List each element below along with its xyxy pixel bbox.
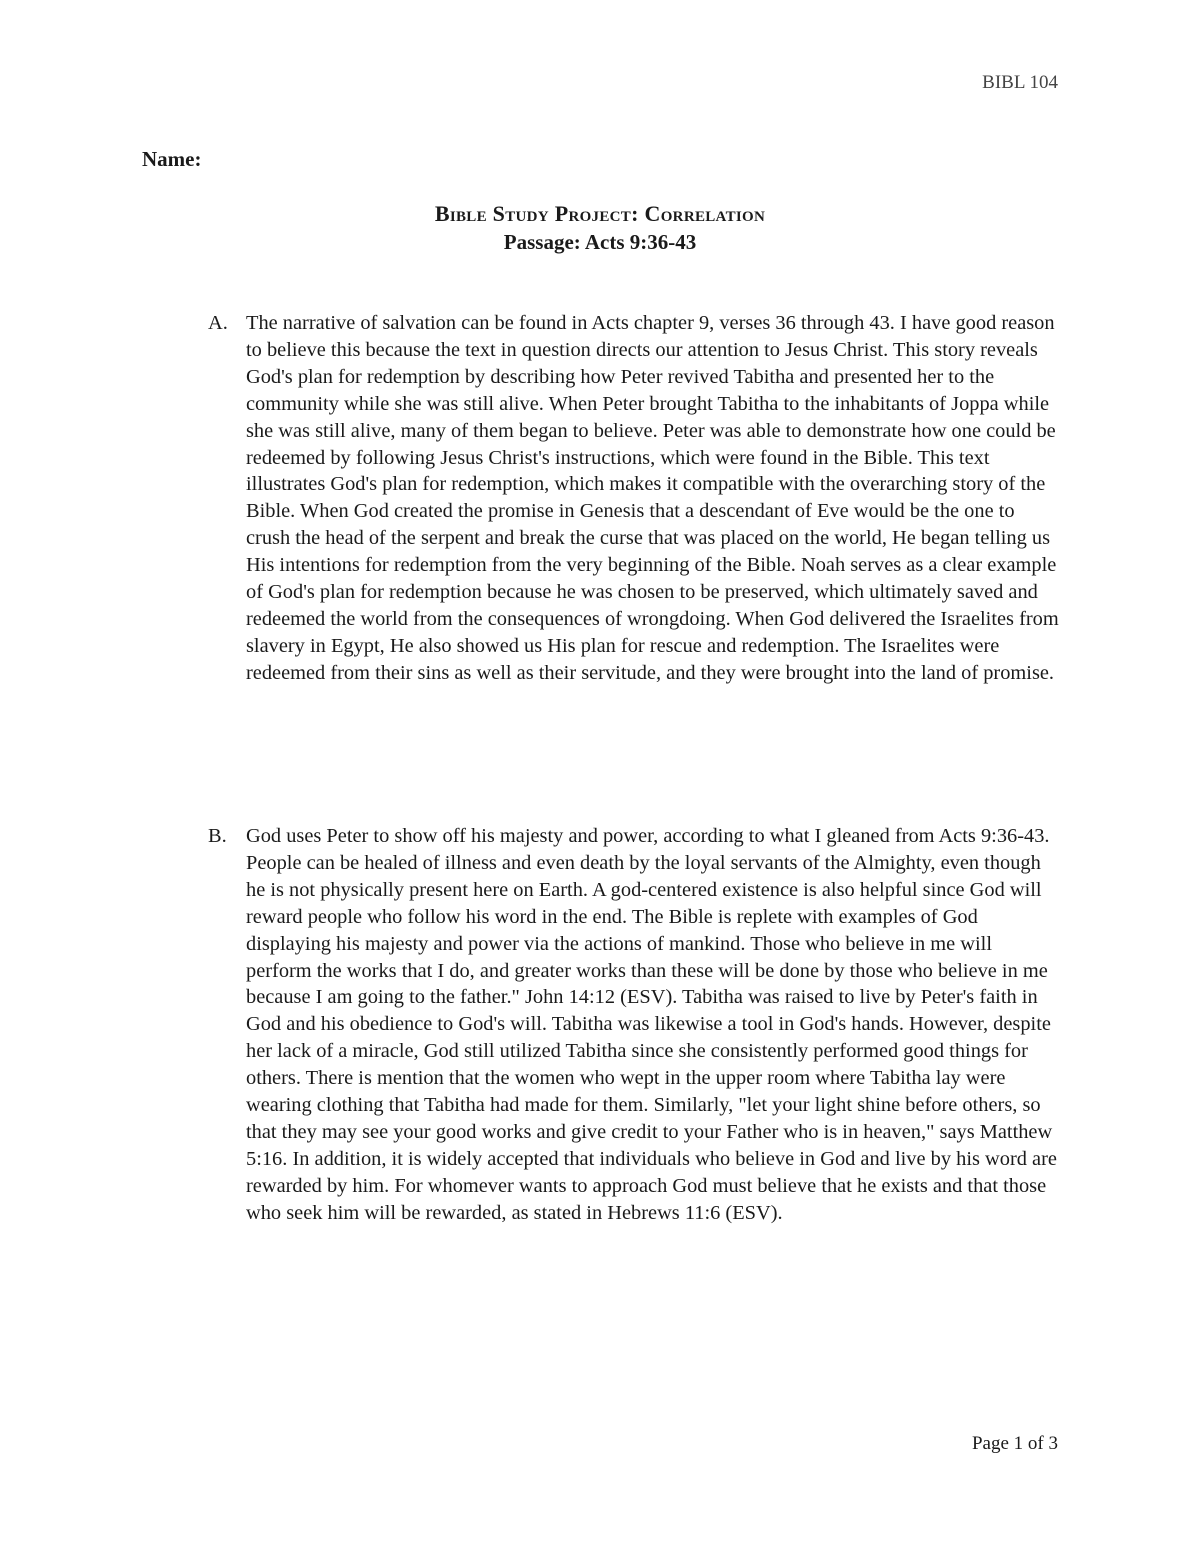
answer-a [208, 310, 1060, 687]
title-block [0, 200, 1200, 256]
answer-a-letter: A. [208, 312, 228, 334]
name-label: Name: [142, 147, 202, 171]
document-title: Bible Study Project: Correlation [434, 201, 766, 226]
passage-reference: Passage: Acts 9:36-43 [503, 230, 697, 254]
answer-a-text: The narrative of salvation can be found in Acts chapter 9, verses 36 through 43. I have good reason to believe this because the text in question directs our attention to Jesus Christ. This story reveals God's plan for redemption by describing how Peter revived Tabitha and presented her to the community while she was still alive. When Peter brought Tabitha to the inhabitants of Joppa while she was still alive, many of them began to believe. Peter was able to demonstrate how one could be redeemed by following Jesus Christ's instructions, which were found in the Bible. This text illustrates God's plan for redemption, which makes it compatible with the overarching story of the Bible. When God created the promise in Genesis that a descendant of Eve would be the one to crush the head of the serpent and break the curse that was placed on the world, He began telling us His intentions for redemption from the very beginning of the Bible. Noah serves as a clear example of God's plan for redemption because he was chosen to be preserved, which ultimately saved and redeemed the world from the consequences of wrongdoing. When God delivered the Israelites from slavery in Egypt, He also showed us His plan for rescue and redemption. The Israelites were redeemed from their sins as well as their servitude, and they were brought into the land of promise. [246, 312, 1059, 684]
page-indicator: Page 1 of 3 [971, 1433, 1058, 1454]
answer-b-text: God uses Peter to show off his majesty and power, according to what I gleaned from Acts 9:36-43. People can be healed of illness and even death by the loyal servants of the Almighty, even though he is not physically present here on Earth. A god-centered existence is also helpful since God will reward people who follow his word in the end. The Bible is replete with examples of God displaying his majesty and power via the actions of mankind. Those who believe in me will perform the works that I do, and greater works than these will be done by those who believe in me because I am going to the father." John 14:12 (ESV). Tabitha was raised to live by Peter's faith in God and his obedience to God's will. Tabitha was likewise a tool in God's hands. However, despite her lack of a miracle, God still utilized Tabitha since she consistently performed good things for others. There is mention that the women who wept in the upper room where Tabitha lay were wearing clothing that Tabitha had made for them. Similarly, "let your light shine before others, so that they may see your good works and give credit to your Father who is in heaven," says Matthew 5:16. In addition, it is widely accepted that individuals who believe in God and live by his word are rewarded by him. For whomever wants to approach God must believe that he exists and that those who seek him will be rewarded, as stated in Hebrews 11:6 (ESV). [246, 825, 1057, 1224]
course-code: BIBL 104 [982, 72, 1058, 93]
answer-b [208, 823, 1060, 1227]
answer-b-letter: B. [208, 825, 227, 847]
